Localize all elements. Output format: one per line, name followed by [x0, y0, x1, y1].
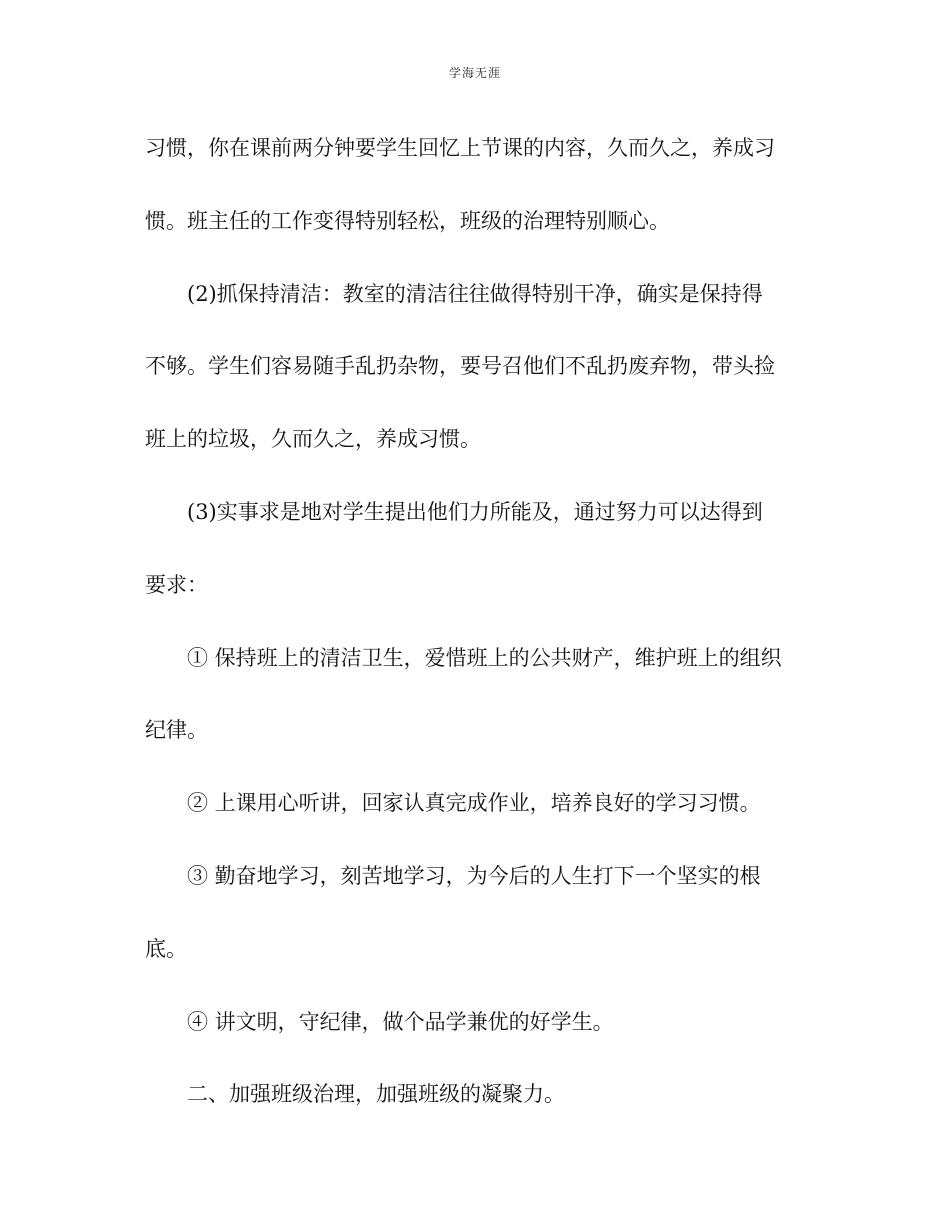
paragraph-line: 班上的垃圾，久而久之，养成习惯。	[145, 427, 481, 452]
paragraph-line: 不够。学生们容易随手乱扔杂物，要号召他们不乱扔废弃物，带头捡	[145, 354, 775, 379]
list-item-line: ① 保持班上的清洁卫生，爱惜班上的公共财产，维护班上的组织	[187, 645, 782, 670]
section-heading: 二、加强班级治理，加强班级的凝聚力。	[187, 1082, 565, 1107]
page-header: 学海无涯	[448, 66, 501, 80]
paragraph-line: 要求：	[145, 572, 208, 597]
list-item-line: 纪律。	[145, 718, 208, 743]
paragraph-line: 习惯，你在课前两分钟要学生回忆上节课的内容，久而久之，养成习	[145, 136, 775, 160]
list-item-line: ② 上课用心听讲，回家认真完成作业，培养良好的学习习惯。	[187, 791, 761, 816]
paragraph-line: (3)实事求是地对学生提出他们力所能及，通过努力可以达得到	[187, 499, 763, 524]
paragraph-line: (2)抓保持清洁：教室的清洁往往做得特别干净，确实是保持得	[187, 281, 763, 306]
list-item-line: 底。	[145, 936, 187, 961]
paragraph-line: 惯。班主任的工作变得特别轻松，班级的治理特别顺心。	[145, 208, 670, 233]
list-item-line: ③ 勤奋地学习，刻苦地学习，为今后的人生打下一个坚实的根	[187, 863, 761, 888]
document-body	[145, 112, 805, 1131]
list-item-line: ④ 讲文明，守纪律，做个品学兼优的好学生。	[187, 1009, 614, 1034]
